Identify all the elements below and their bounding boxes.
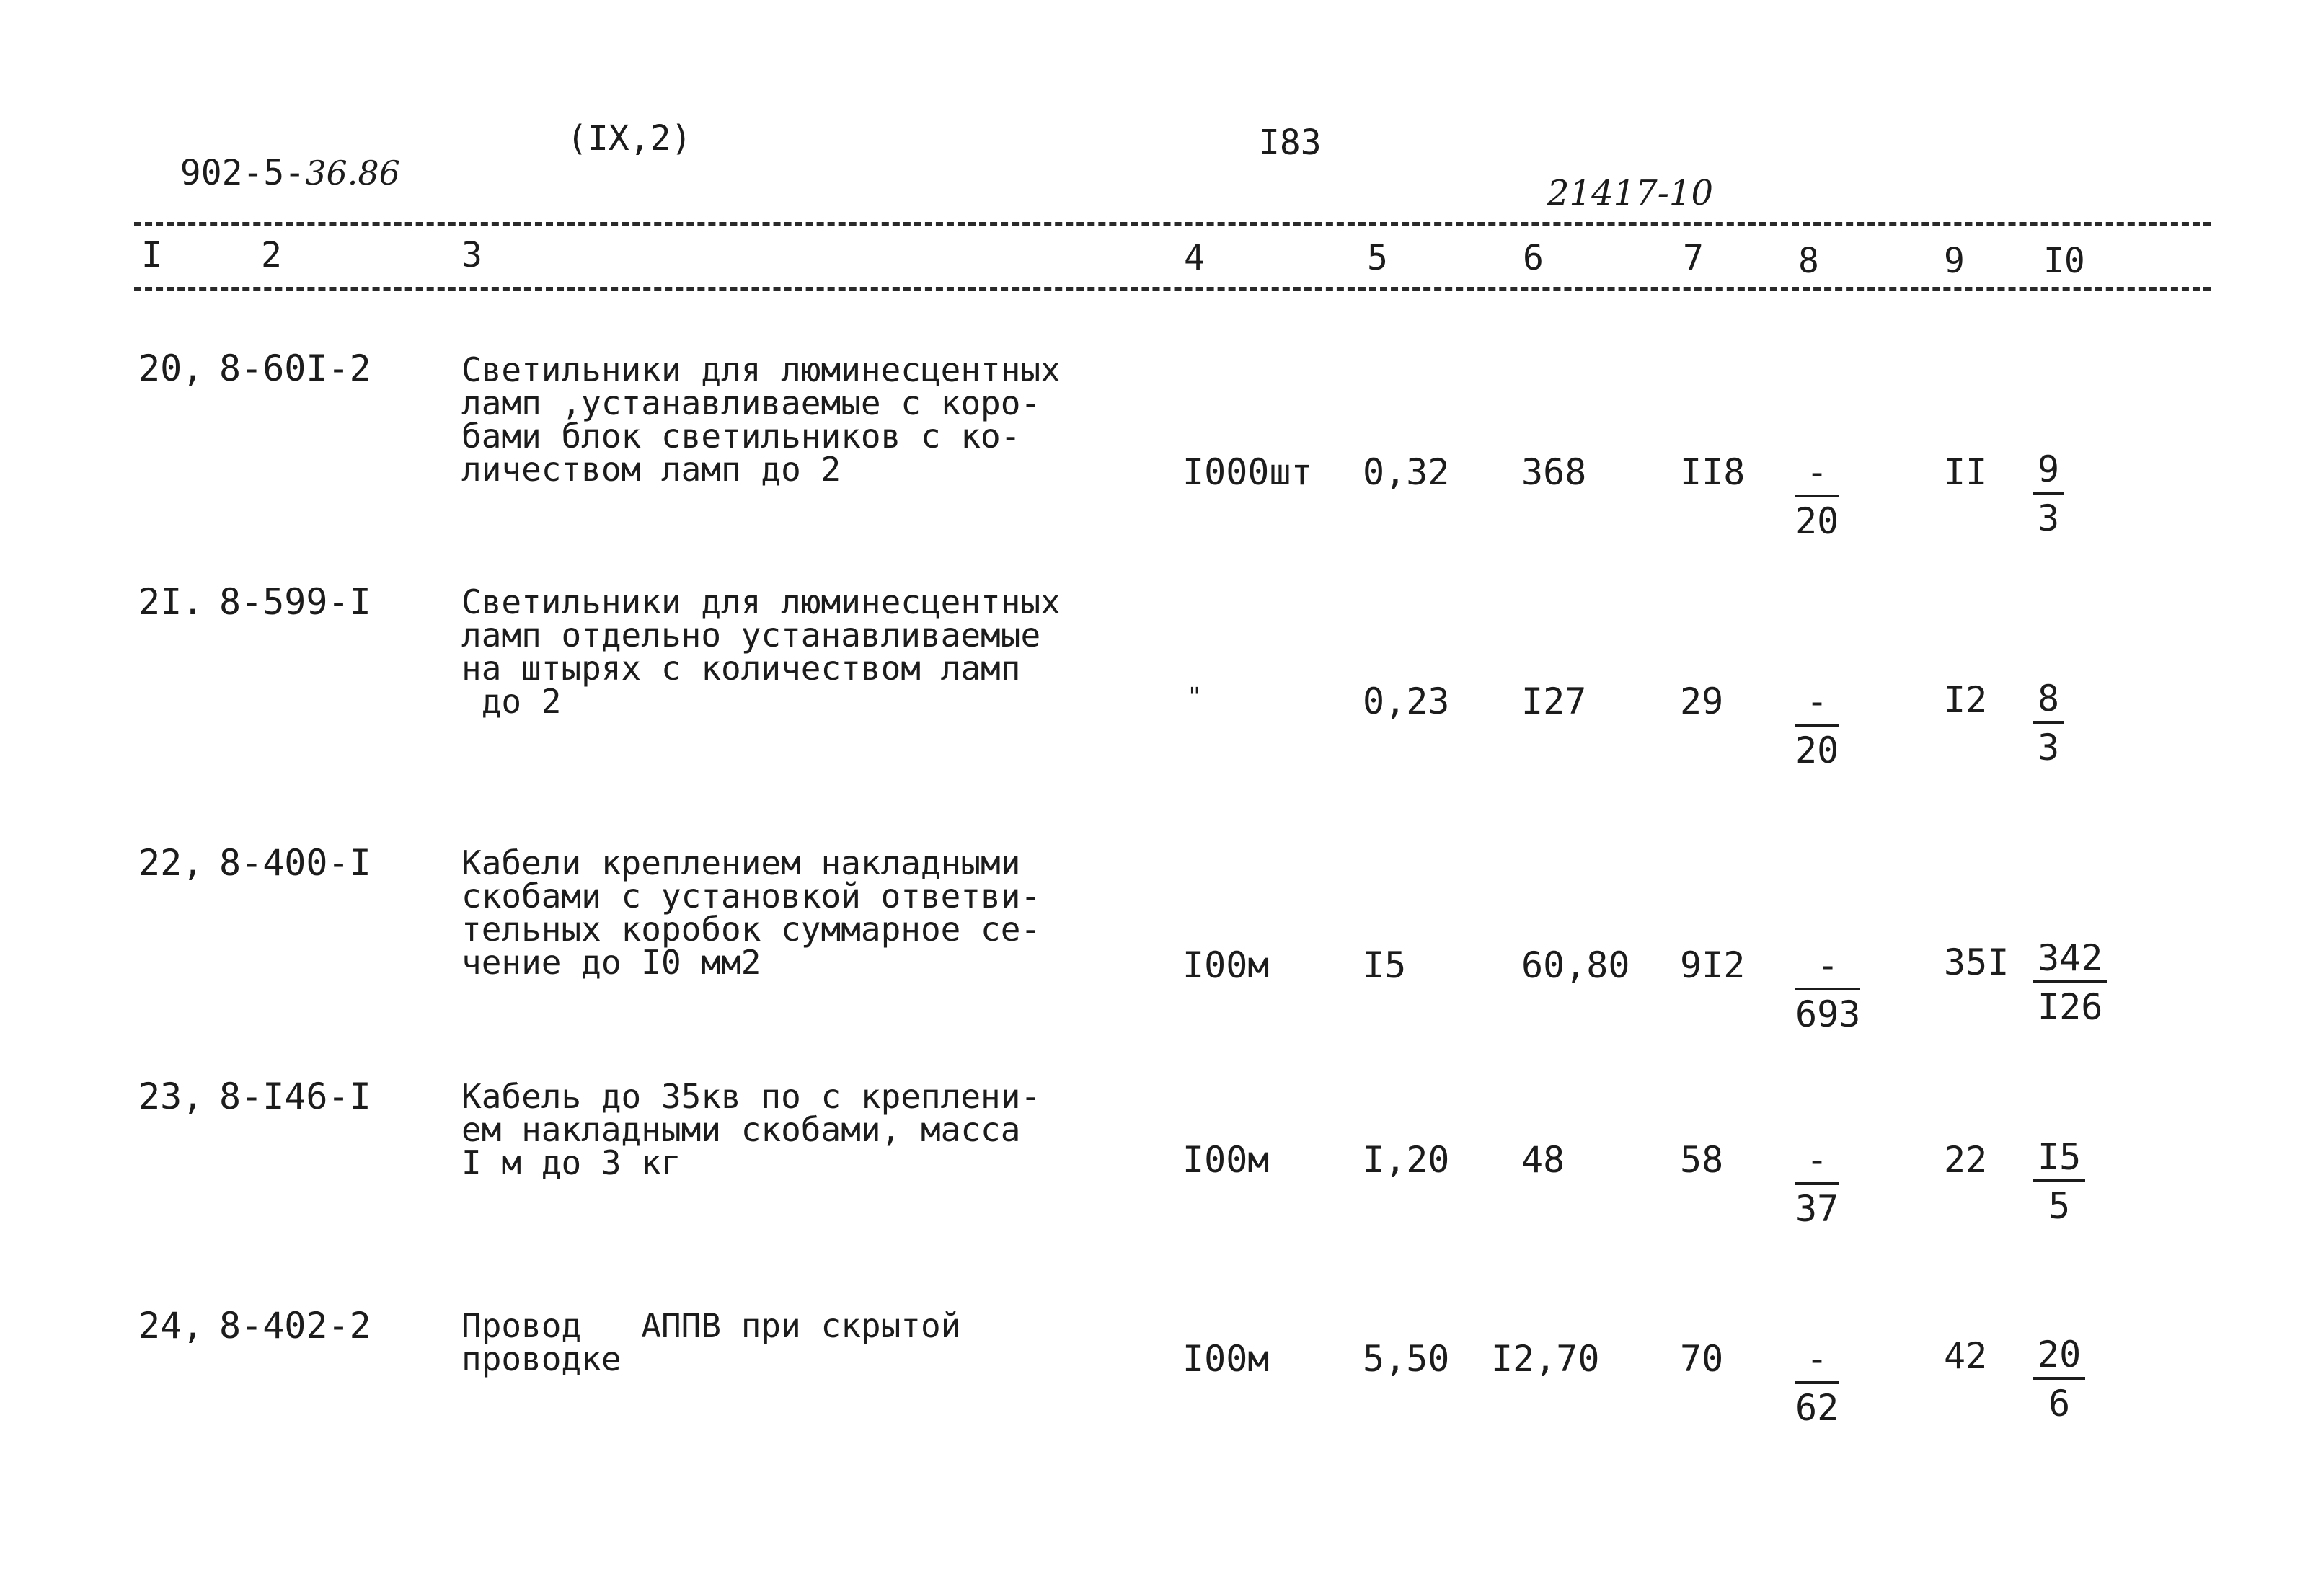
row-quantity: I5 bbox=[1363, 944, 1407, 986]
row-col7: 9I2 bbox=[1680, 944, 1746, 986]
section-label: (IX,2) bbox=[567, 118, 692, 159]
row-col6: I27 bbox=[1521, 680, 1587, 722]
column-number-5: 5 bbox=[1367, 238, 1388, 278]
row-code: 8-I46-I bbox=[219, 1076, 371, 1117]
row-number: 24, bbox=[138, 1305, 204, 1347]
row-number: 23, bbox=[138, 1076, 204, 1117]
column-number-10: I0 bbox=[2043, 241, 2085, 281]
row-col8-fraction: - 62 bbox=[1795, 1338, 1839, 1429]
page-number: I83 bbox=[1259, 123, 1322, 163]
row-unit: I00м bbox=[1182, 1139, 1270, 1181]
row-description: Кабели креплением накладными скобами с установкой ответви- тельных коробок суммарное се- чение до I0 мм2 bbox=[461, 843, 1041, 982]
row-unit: I00м bbox=[1182, 1338, 1270, 1380]
row-code: 8-599-I bbox=[219, 581, 371, 623]
row-col9: I2 bbox=[1944, 679, 1988, 721]
column-number-1: I bbox=[141, 235, 162, 275]
row-col10-fraction: $\frac{9}{3}$ bbox=[2033, 451, 2064, 536]
column-number-8: 8 bbox=[1798, 241, 1819, 281]
row-quantity: 5,50 bbox=[1363, 1338, 1450, 1380]
document-code-handwritten: 36.86 bbox=[305, 154, 400, 192]
row-col9: II bbox=[1944, 451, 1988, 493]
row-quantity: 0,23 bbox=[1363, 680, 1450, 722]
row-col10-fraction: $\frac{8}{3}$ bbox=[2033, 680, 2064, 766]
header-bottom-rule bbox=[134, 287, 2211, 291]
header-top-rule bbox=[134, 222, 2211, 226]
row-number: 20, bbox=[138, 347, 204, 389]
row-col8-fraction: - 37 bbox=[1795, 1139, 1839, 1230]
row-col9: 42 bbox=[1944, 1335, 1988, 1377]
row-col10-fraction: $\frac{342}{I26}$ bbox=[2033, 940, 2107, 1025]
row-unit: I000шт bbox=[1182, 451, 1313, 493]
row-description: Светильники для люминесцентных ламп ,устанавливаемые с коро- бами блок светильников с ко- личеством ламп до 2 bbox=[461, 350, 1061, 489]
row-col6: 368 bbox=[1521, 451, 1587, 493]
column-number-7: 7 bbox=[1683, 238, 1704, 278]
row-col7: 29 bbox=[1680, 680, 1724, 722]
column-number-9: 9 bbox=[1944, 241, 1965, 281]
row-col8-fraction: - 693 bbox=[1795, 944, 1861, 1035]
column-number-3: 3 bbox=[461, 235, 482, 275]
stamp-number: 21417-10 bbox=[1547, 173, 1713, 213]
row-number: 22, bbox=[138, 842, 204, 884]
row-code: 8-60I-2 bbox=[219, 347, 371, 389]
column-number-2: 2 bbox=[261, 235, 282, 275]
row-col7: 70 bbox=[1680, 1338, 1724, 1380]
row-description: Кабель до 35кв по с креплени- ем накладными скобами, масса I м до 3 кг bbox=[461, 1077, 1041, 1182]
row-col7: 58 bbox=[1680, 1139, 1724, 1181]
row-col6: 48 bbox=[1521, 1139, 1565, 1181]
row-col9: 35I bbox=[1944, 941, 2009, 983]
row-col9: 22 bbox=[1944, 1139, 1988, 1181]
row-col7: II8 bbox=[1680, 451, 1746, 493]
row-unit: I00м bbox=[1182, 944, 1270, 986]
row-col8-fraction: - 20 bbox=[1795, 680, 1839, 771]
row-number: 2I. bbox=[138, 581, 204, 623]
document-code-printed: 902-5- bbox=[180, 153, 306, 193]
row-code: 8-400-I bbox=[219, 842, 371, 884]
row-quantity: I,20 bbox=[1363, 1139, 1450, 1181]
row-description: Светильники для люминесцентных ламп отдельно устанавливаемые на штырях с количеством ламп до 2 bbox=[461, 582, 1061, 721]
row-col10-fraction: $\frac{20}{6}$ bbox=[2033, 1336, 2085, 1422]
row-quantity: 0,32 bbox=[1363, 451, 1450, 493]
row-col6: 60,80 bbox=[1521, 944, 1630, 986]
row-col10-fraction: $\frac{I5}{5}$ bbox=[2033, 1139, 2085, 1224]
row-code: 8-402-2 bbox=[219, 1305, 371, 1347]
row-description: Провод АППВ при скрытой проводке bbox=[461, 1306, 961, 1378]
column-number-6: 6 bbox=[1523, 238, 1544, 278]
row-unit-ditto: " bbox=[1187, 683, 1203, 712]
document-code bbox=[138, 121, 400, 193]
column-number-4: 4 bbox=[1184, 238, 1205, 278]
row-col8-fraction: - 20 bbox=[1795, 451, 1839, 542]
row-col6: I2,70 bbox=[1491, 1338, 1600, 1380]
